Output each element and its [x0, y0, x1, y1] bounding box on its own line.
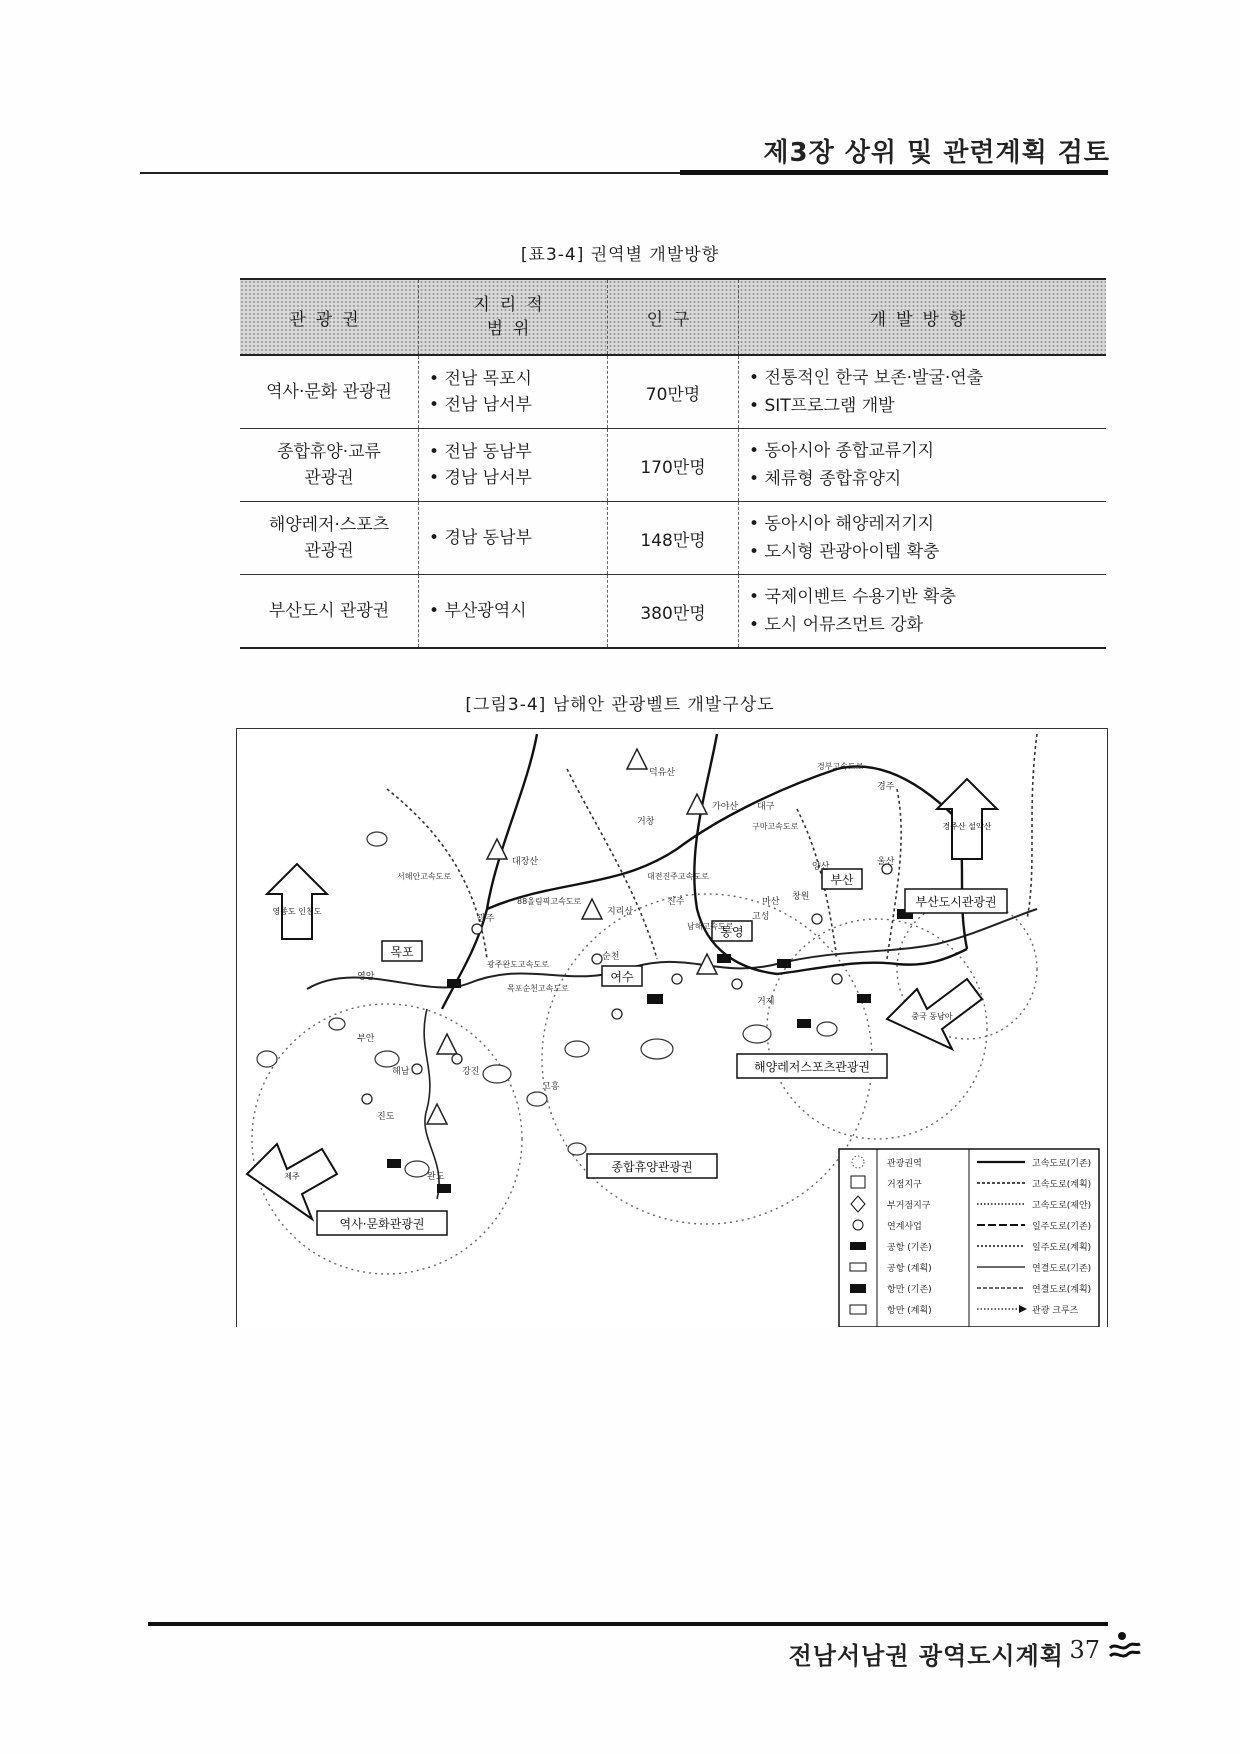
- port-icon: [387, 1159, 401, 1168]
- page-number: 37: [1069, 1636, 1100, 1664]
- road-label: 구마고속도로: [752, 822, 799, 831]
- island: [568, 1143, 586, 1155]
- road-label: 광주완도고속도로: [487, 960, 549, 969]
- place-label: 영암: [357, 972, 375, 982]
- place-label: 창원: [792, 892, 810, 902]
- figure-caption: [그림3-4] 남해안 관광벨트 개발구상도: [465, 695, 775, 715]
- header-population: 인구: [608, 279, 739, 355]
- footer-rule: [148, 1622, 1108, 1626]
- geo-text: • 전남 동남부: [429, 439, 597, 465]
- arrow-north-east: [937, 779, 997, 859]
- map-legend: [839, 1149, 1099, 1327]
- mountain-icon: [427, 1104, 447, 1124]
- planned-road: [1027, 734, 1037, 919]
- arrow-south-west: [247, 1144, 337, 1219]
- population-cell: 70만명: [608, 355, 739, 429]
- legend-line-label: 연결도로(기존): [1032, 1264, 1092, 1274]
- arrow-label: 제주: [284, 1172, 300, 1181]
- zone-label: 종합휴양관광권: [611, 1160, 693, 1174]
- region-text: 관광권: [304, 468, 354, 488]
- zone-label: 부산도시관광권: [915, 895, 997, 909]
- legend-line-label: 고속도로(계획): [1032, 1180, 1092, 1190]
- geo-text: • 경남 남서부: [429, 465, 597, 491]
- region-cell: [240, 502, 419, 575]
- project-circle: [472, 924, 482, 934]
- direction-cell: [739, 429, 1107, 502]
- direction-text: • 체류형 종합휴양지: [749, 465, 1096, 493]
- project-circle: [832, 974, 842, 984]
- legend-line-label: 고속도로(제안): [1032, 1201, 1092, 1211]
- road-label: 경부고속도로: [817, 762, 864, 771]
- island: [565, 1041, 589, 1057]
- place-label: 지리산: [607, 907, 634, 917]
- islands: [257, 832, 837, 1177]
- region-cell: [240, 355, 419, 429]
- zone-label: 역사·문화관광권: [339, 1217, 425, 1231]
- project-circle: [452, 1054, 462, 1064]
- mountain-icon: [582, 899, 602, 919]
- island: [483, 1065, 511, 1083]
- table-header-row: [240, 279, 1106, 355]
- legend-symbol-label: 공항 (계획): [887, 1264, 932, 1274]
- hub-label-busan: 부산: [830, 873, 854, 887]
- place-label: 순천: [602, 952, 620, 962]
- planned-road: [567, 769, 657, 959]
- geo-text: • 부산광역시: [429, 598, 597, 624]
- place-label: 해남: [392, 1067, 410, 1077]
- island: [527, 1092, 547, 1106]
- direction-text: • 동아시아 종합교류기지: [749, 437, 1096, 465]
- direction-cell: [739, 355, 1107, 429]
- chapter-title: 제3장 상위 및 관련계획 검토: [763, 138, 1110, 168]
- port-icon: [717, 954, 731, 963]
- expressway-line: [777, 949, 967, 974]
- port-icon: [857, 994, 871, 1003]
- header-direction: 개발방향: [739, 279, 1107, 355]
- project-circle: [592, 954, 602, 964]
- arrow-label: 경주산 설악산: [942, 822, 992, 831]
- table-caption: [표3-4] 권역별 개발방향: [520, 245, 720, 265]
- port-icon: [647, 994, 663, 1004]
- arrow-label: 영종도 인천도: [272, 907, 322, 916]
- legend-symbol-label: 공항 (기존): [887, 1243, 932, 1253]
- zone-label: 해양레저스포츠관광권: [754, 1060, 870, 1074]
- geo-cell: [419, 429, 608, 502]
- legend-airport-planned-icon: [850, 1263, 866, 1271]
- legend-symbol-label: 항만 (기존): [887, 1285, 932, 1295]
- map-svg: [237, 729, 1107, 1327]
- region-text: 역사·문화 관광권: [266, 382, 392, 402]
- header-geo: [419, 279, 608, 355]
- arrow-label: 중국 동남아: [911, 1012, 953, 1021]
- zone-circle-east: [767, 919, 987, 1139]
- region-cell: [240, 575, 419, 649]
- island: [329, 1018, 345, 1030]
- island: [817, 1022, 837, 1036]
- place-label: 고흥: [542, 1082, 560, 1092]
- population-cell: 170만명: [608, 429, 739, 502]
- development-direction-table: [240, 278, 1106, 649]
- legend-hub-icon: [851, 1176, 865, 1188]
- place-label: 거창: [637, 817, 655, 827]
- place-label: 양산: [812, 862, 830, 872]
- road-label: 서해안고속도로: [397, 872, 452, 881]
- direction-text: • 동아시아 해양레저기지: [749, 510, 1096, 538]
- road-label: 남해고속도로: [687, 922, 734, 931]
- direction-text: • 도시 어뮤즈먼트 강화: [749, 611, 1096, 639]
- geo-cell: [419, 575, 608, 649]
- place-label: 강진: [462, 1067, 480, 1077]
- population-cell: 380만명: [608, 575, 739, 649]
- mountain-icon: [437, 1034, 457, 1054]
- place-label: 거제: [757, 997, 775, 1007]
- island: [367, 832, 387, 846]
- footer-title: 전남서남권 광역도시계획: [788, 1642, 1064, 1670]
- geo-cell: [419, 502, 608, 575]
- legend-line-label: 일주도로(기존): [1032, 1222, 1092, 1232]
- geo-cell: [419, 355, 608, 429]
- region-text: 종합휴양·교류: [277, 442, 381, 462]
- region-text: 부산도시 관광권: [268, 601, 390, 621]
- legend-symbol-label: 연계사업: [887, 1222, 922, 1232]
- legend-port-icon: [850, 1284, 866, 1293]
- region-text: 관광권: [304, 541, 354, 561]
- geo-text: • 전남 남서부: [429, 392, 597, 418]
- legend-airport-icon: [850, 1242, 866, 1250]
- legend-symbol-label: 부거점지구: [887, 1201, 931, 1211]
- direction-cell: [739, 575, 1107, 649]
- arrow-north-west: [267, 864, 327, 939]
- table-row: [240, 355, 1106, 429]
- region-text: 해양레저·스포츠: [268, 515, 390, 535]
- road-label: 대전진주고속도로: [647, 872, 709, 881]
- publisher-logo-icon: [1106, 1628, 1142, 1664]
- legend-project-icon: [853, 1220, 863, 1230]
- direction-text: • 도시형 관광아이템 확충: [749, 538, 1096, 566]
- legend-line-label: 일주도로(계획): [1032, 1243, 1092, 1253]
- legend-symbol-label: 관광권역: [887, 1159, 922, 1169]
- island: [257, 1051, 277, 1067]
- mountain-icon: [627, 749, 647, 769]
- island: [743, 1025, 771, 1043]
- header-rule-accent: [680, 170, 1108, 175]
- population-cell: 148만명: [608, 502, 739, 575]
- legend-line-label: 관광 크루즈: [1032, 1306, 1079, 1316]
- geo-text: • 경남 동남부: [429, 525, 597, 551]
- geo-text: • 전남 목포시: [429, 366, 597, 392]
- road-label: 88올림픽고속도로: [517, 897, 582, 906]
- direction-text: • 국제이벤트 수용기반 확충: [749, 583, 1096, 611]
- place-label: 진도: [377, 1112, 395, 1122]
- direction-cell: [739, 502, 1107, 575]
- direction-text: • SIT프로그램 개발: [749, 392, 1096, 420]
- legend-symbol-label: 항만 (계획): [887, 1306, 932, 1316]
- table-row: [240, 429, 1106, 502]
- place-label: 완도: [427, 1172, 445, 1182]
- port-icon: [777, 959, 791, 968]
- tourism-belt-map: [236, 728, 1108, 1327]
- island: [641, 1039, 673, 1059]
- legend-line-label: 연결도로(계획): [1032, 1285, 1092, 1295]
- header-geo-line2: 범위: [486, 319, 540, 339]
- legend-symbol-label: 거점지구: [887, 1180, 922, 1190]
- place-label: 대장산: [512, 857, 539, 867]
- place-label: 부안: [357, 1034, 375, 1044]
- header-region: 관광권: [240, 279, 419, 355]
- header-geo-line1: 지리적: [473, 295, 553, 315]
- place-label: 경주: [877, 782, 895, 792]
- port-icon: [447, 979, 461, 988]
- place-label: 대구: [757, 802, 775, 812]
- island: [405, 1161, 429, 1177]
- legend-port-planned-icon: [850, 1305, 866, 1314]
- direction-text: • 전통적인 한국 보존·발굴·연출: [749, 364, 1096, 392]
- project-circle: [412, 1064, 422, 1074]
- table-row: [240, 575, 1106, 649]
- place-label: 울산: [877, 857, 895, 867]
- table-row: [240, 502, 1106, 575]
- place-label: 가야산: [712, 802, 739, 812]
- place-label: 덕유산: [649, 768, 676, 778]
- road-labels: [397, 761, 864, 993]
- project-circle: [732, 979, 742, 989]
- region-cell: [240, 429, 419, 502]
- hub-boxes: [382, 869, 862, 986]
- project-circle: [362, 1094, 372, 1104]
- project-circle: [612, 1009, 622, 1019]
- hub-label-tongyeong: 통영: [720, 925, 744, 939]
- project-circle: [672, 974, 682, 984]
- place-label: 진주: [667, 897, 685, 907]
- hub-label-yeosu: 여수: [610, 970, 634, 984]
- road-label: 목포순천고속도로: [507, 984, 569, 993]
- project-circle: [812, 914, 822, 924]
- place-label: 광주: [477, 914, 495, 924]
- place-label: 고성: [752, 912, 770, 922]
- hub-label-mokpo: 목포: [390, 945, 414, 959]
- port-icon: [797, 1019, 811, 1028]
- place-label: 마산: [762, 897, 780, 907]
- legend-line-label: 고속도로(기존): [1032, 1159, 1092, 1169]
- port-icon: [437, 1184, 451, 1193]
- island: [375, 1051, 399, 1067]
